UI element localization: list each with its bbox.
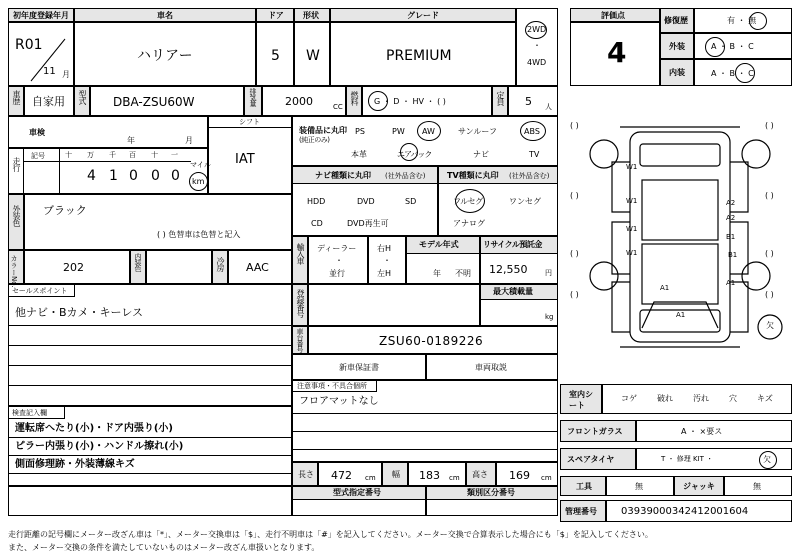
usage-cell [24, 86, 74, 116]
car-name-label: 車名 [157, 11, 173, 20]
interior-color-label: 内装色 [134, 253, 142, 271]
notes-text: フロアマットなし [299, 396, 379, 407]
tv-oneseg: ワンセグ [509, 197, 541, 206]
manual-label: 車両取説 [475, 363, 507, 372]
height-cell [496, 462, 558, 486]
shape-label: 形状 [303, 11, 319, 20]
glass-label: フロントガラス [567, 427, 623, 436]
import-label-cell [292, 236, 308, 284]
fuel-options: G ・ D ・ HV ・ ( ) [374, 97, 446, 106]
import-dealer: ディーラー [317, 244, 357, 253]
width-unit: cm [449, 474, 460, 482]
score-cell [570, 22, 660, 86]
tv-cell [438, 166, 558, 236]
bracket-rl: ( ) [570, 290, 579, 299]
glass-label-cell [560, 420, 636, 442]
recycle-label: リサイクル預託金 [483, 240, 542, 249]
exterior-label: 外装 [669, 42, 685, 51]
seat-item-2: 汚れ [693, 394, 709, 403]
digit-h-3: 百 [129, 151, 136, 159]
model-value: DBA-ZSU60W [113, 95, 195, 109]
color-label-cell [8, 194, 24, 250]
shift-label: シフト [239, 118, 260, 126]
ac-cell [228, 250, 292, 284]
mark-a2-a: A2 [726, 199, 736, 207]
type-no-label: 型式指定番号 [333, 488, 381, 497]
inspector-cell [8, 406, 292, 486]
digit-1: 4 [87, 168, 96, 184]
jack-value: 無 [753, 482, 761, 491]
footer-line-2: また、メーター交換の条件を満たしていないものはメーター改ざん車扱いとなります。 [8, 543, 320, 552]
bracket-rr: ( ) [765, 290, 774, 299]
color-no-label-cell [8, 250, 24, 288]
car-name: ハリアー [137, 48, 193, 64]
grade-cell [330, 22, 516, 86]
door-label: ドア [268, 11, 284, 20]
bracket-ml: ( ) [570, 191, 579, 200]
inspector-label: 検査記入欄 [12, 409, 47, 417]
mark-b1-a: B1 [726, 233, 736, 241]
exterior-options: A ・ B ・ C [711, 42, 754, 51]
interior-options: A ・ B ・ C [711, 69, 754, 78]
handle-cell [368, 236, 406, 284]
seat-label: 室内シート [569, 390, 593, 410]
fuel-cell [362, 86, 492, 116]
type-no-cell [292, 486, 426, 516]
digit-h-5: 一 [171, 151, 178, 159]
repair-cell [694, 8, 792, 33]
mileage-label: 走行 [12, 157, 21, 171]
mark-a1-c: A1 [726, 279, 736, 287]
equip-aw: AW [422, 127, 435, 136]
digit-h-4: 十 [151, 151, 158, 159]
width-value: 183 [419, 469, 440, 482]
class-no-label: 類別区分番号 [467, 488, 515, 497]
drive-dot: ・ [533, 41, 541, 50]
width-cell [408, 462, 466, 486]
usage-label-cell [8, 86, 24, 116]
model-label: 型式 [78, 90, 87, 104]
exterior-label-cell [660, 33, 694, 59]
disp-value: 2000 [285, 95, 313, 108]
mark-a2-b: A2 [726, 214, 736, 222]
max-load-unit: kg [545, 313, 554, 321]
seat-item-4: キズ [757, 394, 773, 403]
reg-month: 11 [43, 66, 56, 77]
km-label: km [192, 177, 205, 186]
inspector-line-1: ピラー内張り(小)・ハンドル擦れ(小) [15, 441, 184, 452]
length-cell [318, 462, 382, 486]
score-header [570, 8, 660, 22]
equip-sunroof: サンルーフ [458, 127, 497, 136]
equip-airbag: エアバック [397, 150, 432, 159]
shaken-cell [8, 116, 208, 148]
digit-2: 1 [109, 168, 118, 184]
color-cell [24, 194, 292, 250]
bracket-br: ( ) [765, 249, 774, 258]
warranty-label: 新車保証書 [339, 363, 379, 372]
door-header [256, 8, 294, 22]
import-parallel: 並行 [329, 269, 345, 278]
equip-abs: ABS [524, 127, 540, 136]
recycle-value: 12,550 [489, 263, 528, 276]
width-label-cell [382, 462, 408, 486]
shaken-year: 年 [127, 136, 135, 145]
mgmt-value: 03939000342412001604 [621, 506, 749, 517]
interior-color-label-cell [130, 250, 146, 284]
shaken-month: 月 [185, 136, 193, 145]
spare-options: T ・ 修理 KIT ・ [661, 455, 714, 463]
spare-label: スペアタイヤ [567, 455, 615, 464]
inspector-line-2: 側面修理跡・外装薄線キズ [15, 459, 135, 470]
reg-label: 登録番号 [296, 289, 305, 317]
door-cell [256, 22, 294, 86]
length-label: 長さ [298, 470, 314, 479]
width-label: 幅 [392, 470, 400, 479]
inspector-blank-cell [8, 486, 292, 516]
height-label-cell [466, 462, 496, 486]
color-no-value: 202 [63, 261, 84, 274]
inspector-line-0: 運転席へたり(小)・ドア内張り(小) [15, 423, 173, 434]
recycle-unit: 円 [545, 269, 552, 277]
car-name-header [74, 8, 256, 22]
usage-label: 車歴 [12, 90, 21, 104]
color-note: ( ) 色替車は色替と記入 [157, 230, 241, 239]
tool-label-cell [560, 476, 606, 496]
length-label-cell [292, 462, 318, 486]
chassis-label: 車台番号 [296, 328, 304, 352]
mark-w1-c: W1 [626, 225, 638, 233]
interior-color-cell [146, 250, 212, 284]
repair-options: 有 ・ 無 [727, 16, 757, 25]
bracket-tl: ( ) [570, 121, 579, 130]
disp-label: 排気量 [249, 88, 257, 106]
navi-sd: SD [405, 197, 417, 206]
glass-options: A ・ ×要ス [681, 427, 723, 436]
capacity-cell [508, 86, 558, 116]
chassis-label-cell [292, 326, 308, 354]
color-label: 外装色 [12, 205, 21, 226]
shape-value: W [306, 48, 320, 64]
capacity-value: 5 [525, 95, 532, 108]
equip-leather: 本革 [351, 150, 367, 159]
mgmt-label: 管理番号 [565, 507, 597, 516]
handle-right: 右H [377, 244, 392, 253]
chassis-value: ZSU60-0189226 [379, 334, 484, 348]
chassis-cell [308, 326, 558, 354]
max-load-cell [480, 284, 558, 326]
shaken-label: 車検 [29, 128, 45, 137]
shape-header [294, 8, 330, 22]
digit-3: 0 [129, 168, 138, 184]
model-year-label: モデル年式 [419, 240, 459, 249]
navi-label: ナビ種類に丸印 [315, 171, 371, 180]
jack-label: ジャッキ [683, 482, 715, 491]
equipment-sub: (純正のみ) [299, 136, 330, 144]
model-year-cell [406, 236, 480, 284]
fuel-label-cell [346, 86, 362, 116]
first-reg-label: 初年度登録年月 [13, 11, 69, 20]
capacity-label-cell [492, 86, 508, 116]
disp-label-cell [244, 86, 262, 116]
handle-left: 左H [377, 269, 392, 278]
capacity-unit: 人 [545, 103, 552, 111]
height-label: 高さ [472, 470, 488, 479]
spare-cell [636, 448, 792, 470]
seat-item-3: 穴 [729, 394, 737, 403]
model-year-value: 不明 [455, 269, 471, 278]
equip-navi: ナビ [473, 150, 489, 159]
navi-cell [292, 166, 438, 236]
sales-points-cell [8, 284, 292, 406]
tool-label: 工具 [576, 482, 592, 491]
score-label: 評価点 [601, 11, 625, 20]
height-unit: cm [541, 474, 552, 482]
navi-cd: CD [311, 219, 323, 228]
mark-missing: 欠 [766, 321, 774, 330]
model-cell [90, 86, 244, 116]
seat-label-cell [560, 384, 602, 414]
sign-label: 記号 [31, 152, 45, 160]
ac-value: AAC [246, 261, 269, 274]
equip-ps: PS [355, 127, 365, 136]
repair-label: 修復歴 [664, 16, 688, 25]
equip-pw: PW [392, 127, 405, 136]
mark-w1-d: W1 [626, 249, 638, 257]
tool-cell [606, 476, 674, 496]
shift-cell [208, 116, 292, 194]
score-value: 4 [607, 36, 627, 69]
reg-month-unit: 月 [62, 70, 70, 79]
mgmt-cell [606, 500, 792, 522]
sales-points-label: セールスポイント [12, 287, 68, 295]
model-year-unit: 年 [433, 269, 441, 278]
notes-label: 注意事項・不具合個所 [297, 382, 367, 390]
bracket-tr: ( ) [765, 121, 774, 130]
first-reg-header [8, 8, 74, 22]
grade-label: グレード [407, 11, 439, 20]
spare-missing: 欠 [763, 455, 771, 464]
door-count: 5 [271, 48, 280, 64]
import-label: 輸入車 [296, 243, 305, 264]
color-no-label: カラーNo. [10, 255, 18, 288]
exterior-cell [694, 33, 792, 59]
jack-label-cell [674, 476, 724, 496]
mark-w1-b: W1 [626, 197, 638, 205]
handle-dot: ・ [383, 256, 391, 265]
digit-h-1: 万 [87, 151, 94, 159]
mile-label: マイル [190, 161, 211, 169]
digit-4: 0 [151, 168, 160, 184]
car-diagram [560, 92, 800, 377]
digit-h-2: 千 [109, 151, 116, 159]
spare-label-cell [560, 448, 636, 470]
drive-cell [516, 8, 558, 86]
car-outline-svg [560, 92, 800, 377]
mark-b1-b: B1 [728, 251, 738, 259]
length-value: 472 [331, 469, 352, 482]
height-value: 169 [509, 469, 530, 482]
length-unit: cm [365, 474, 376, 482]
seat-item-0: コゲ [621, 394, 637, 403]
reg-cell [308, 284, 480, 326]
drive-4wd: 4WD [527, 58, 547, 67]
usage-value: 自家用 [32, 95, 65, 108]
navi-sub: (社外品含む) [385, 172, 426, 180]
disp-cell [262, 86, 346, 116]
interior-cell [694, 59, 792, 86]
mark-w1-a: W1 [626, 163, 638, 171]
era-year: R01 [15, 37, 43, 53]
seat-cell [602, 384, 792, 414]
car-name-cell [74, 22, 256, 86]
navi-dvd-play: DVD再生可 [347, 219, 389, 228]
glass-cell [636, 420, 792, 442]
shape-cell [294, 22, 330, 86]
repair-label-cell [660, 8, 694, 33]
equip-tv: TV [529, 150, 540, 159]
bracket-mr: ( ) [765, 191, 774, 200]
notes-cell [292, 380, 558, 462]
mark-a1-a: A1 [660, 284, 670, 292]
mgmt-label-cell [560, 500, 606, 522]
warranty-cell [292, 354, 426, 380]
manual-cell [426, 354, 558, 380]
interior-label-cell [660, 59, 694, 86]
navi-hdd: HDD [307, 197, 326, 206]
tv-label: TV種類に丸印 [447, 171, 499, 180]
tool-value: 無 [635, 482, 643, 491]
sales-points-text: 他ナビ・Bカメ・キーレス [15, 306, 143, 319]
mark-a1-b: A1 [676, 311, 686, 319]
cc-unit: CC [333, 103, 343, 111]
bracket-bl: ( ) [570, 249, 579, 258]
first-reg-cell [8, 22, 74, 86]
import-cell [308, 236, 368, 284]
seat-item-1: 破れ [657, 394, 673, 403]
tv-analog: アナログ [453, 219, 485, 228]
navi-dvd: DVD [357, 197, 375, 206]
import-dot: ・ [335, 256, 343, 265]
drive-2wd: 2WD [527, 25, 547, 34]
ac-label: 冷房 [216, 257, 225, 271]
tv-fullseg: フルセグ [453, 197, 483, 206]
reg-label-cell [292, 284, 308, 326]
shift-value: IAT [235, 152, 255, 167]
jack-cell [724, 476, 792, 496]
max-load-label: 最大積載量 [493, 287, 533, 296]
mileage-cell [8, 148, 211, 194]
recycle-cell [480, 236, 558, 284]
fuel-label: 燃料 [350, 91, 359, 105]
ac-label-cell [212, 250, 228, 284]
class-no-cell [426, 486, 558, 516]
color-no-cell [24, 250, 130, 284]
digit-h-0: 十 [65, 151, 72, 159]
grade-value: PREMIUM [386, 48, 452, 64]
digit-5: 0 [171, 168, 180, 184]
equipment-label: 装備品に丸印 [299, 126, 347, 135]
capacity-label: 定員 [496, 91, 505, 105]
color-value: ブラック [43, 204, 87, 217]
footer-line-1: 走行距離の記号欄にメーター改ざん車は「*」、メーター交換車は「$」、走行不明車は「#」を記入してください。メーター交換で合算表示した場合にも「$」を記入してください。 [8, 530, 653, 539]
model-label-cell [74, 86, 90, 116]
equipment-cell [292, 116, 558, 166]
tv-sub: (社外品含む) [509, 172, 550, 180]
grade-header [330, 8, 516, 22]
interior-label: 内装 [669, 68, 685, 77]
